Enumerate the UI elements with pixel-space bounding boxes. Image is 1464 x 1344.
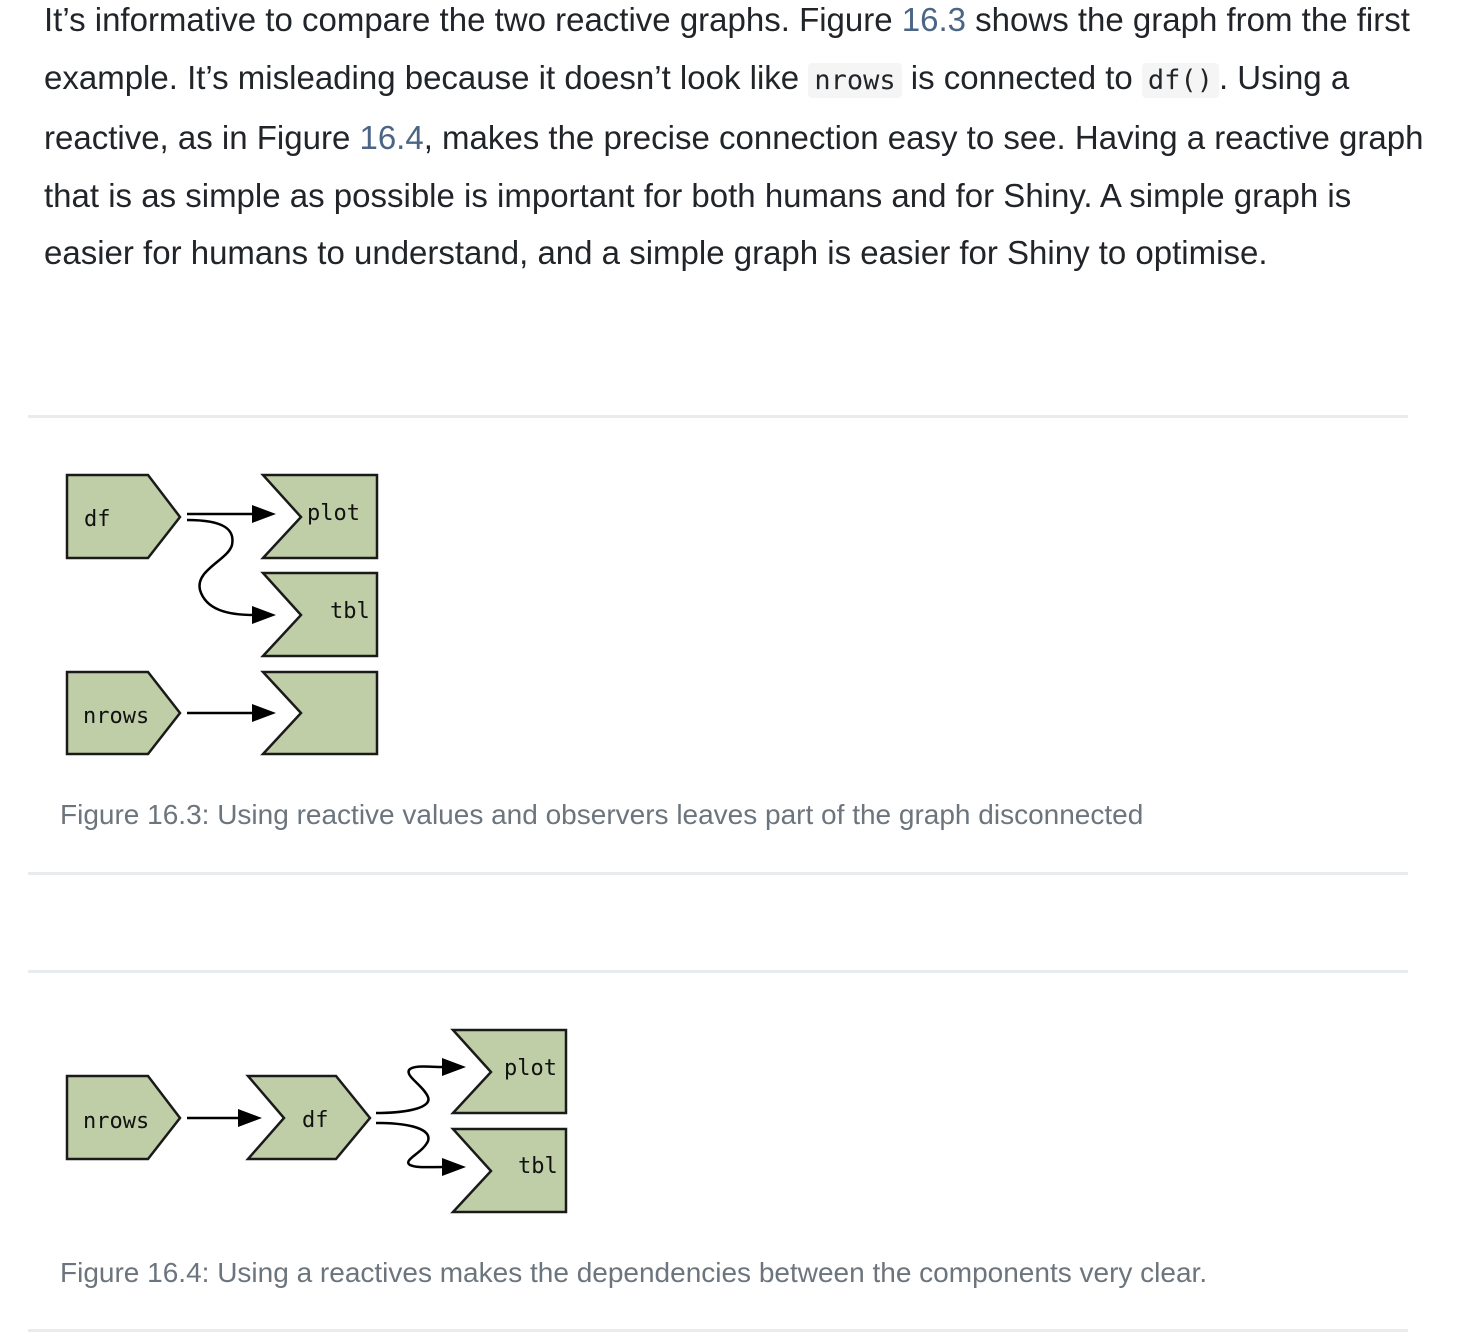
arrowhead <box>442 1158 466 1176</box>
node-observer <box>263 672 377 754</box>
text-run: shows the graph from the first example. It’s misleading because it doesn’t look like <box>44 1 1410 96</box>
text-run: It’s informative to compare the two reactive graphs. Figure <box>44 1 902 38</box>
figure-16-3-link[interactable]: 16.3 <box>901 1 967 38</box>
edge-df-tbl <box>376 1123 444 1167</box>
node-plot-label: plot <box>307 501 360 526</box>
arrowhead <box>252 505 276 523</box>
edge-df-tbl <box>187 520 254 615</box>
node-tbl-label: tbl <box>518 1154 558 1179</box>
figure-16-4-diagram <box>0 1015 620 1225</box>
code-df: df() <box>1142 63 1219 98</box>
node-df-label: df <box>302 1108 329 1133</box>
node-df-label: df <box>84 507 111 532</box>
figure-top-divider <box>28 970 1408 973</box>
body-paragraph <box>44 0 1444 282</box>
figure-top-divider <box>28 415 1408 418</box>
text-run: . Using a reactive, as in Figure <box>44 58 1350 156</box>
figure-bottom-divider <box>28 872 1408 875</box>
figure-16-4-caption: Figure 16.4: Using a reactives makes the dependencies between the components very clear. <box>60 1257 1208 1288</box>
figure-16-3-caption: Figure 16.3: Using reactive values and observers leaves part of the graph disconnected <box>60 799 1144 830</box>
arrowhead <box>238 1109 262 1127</box>
code-nrows: nrows <box>808 63 901 98</box>
node-tbl-label: tbl <box>330 599 370 624</box>
arrowhead <box>252 704 276 722</box>
edge-df-plot <box>376 1067 444 1114</box>
figure-bottom-divider <box>28 1329 1408 1332</box>
figure-16-4-link[interactable]: 16.4 <box>359 119 424 156</box>
arrowhead <box>442 1058 466 1076</box>
arrowhead <box>252 606 276 624</box>
text-run: , makes the precise connection easy to see. Having a reactive graph that is as simple as possible is important for both humans and for Shiny. A simple graph is easier for humans to understand, and a simple graph is easier for Shiny to optimise. <box>44 119 1424 271</box>
node-nrows-label: nrows <box>83 1109 150 1134</box>
node-plot-label: plot <box>504 1056 557 1081</box>
node-nrows-label: nrows <box>83 704 150 729</box>
figure-16-3-diagram <box>0 460 460 770</box>
text-run: is connected to <box>901 58 1142 96</box>
